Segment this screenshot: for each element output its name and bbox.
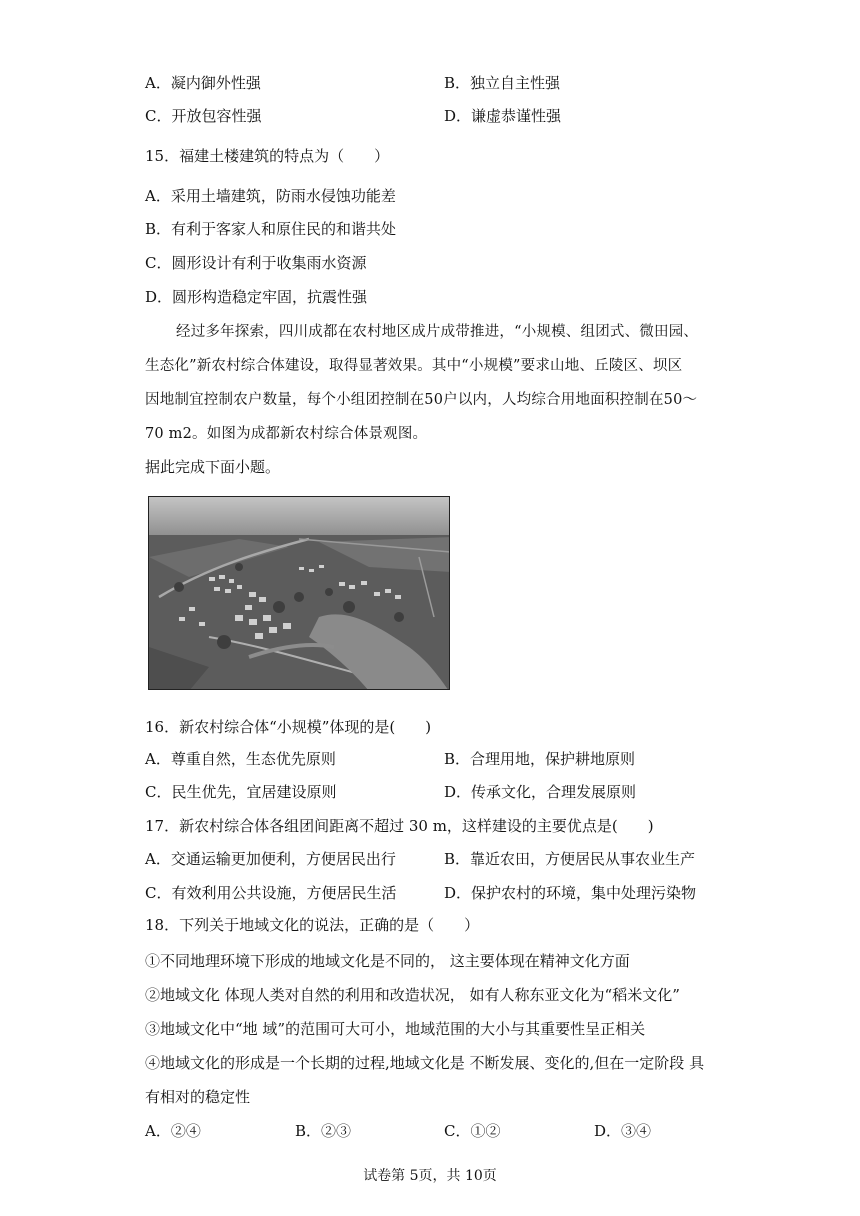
q16-option-c: C．民生优先，宜居建设原则 xyxy=(145,783,337,801)
q18-statement-3: ③地域文化中“地 域”的范围可大可小，地域范围的大小与其重要性呈正相关 xyxy=(145,1020,646,1038)
passage-line-1: 经过多年探索，四川成都在农村地区成片成带推进，“小规模、组团式、微田园、 xyxy=(176,324,699,340)
q15-option-b: B．有利于客家人和原住民的和谐共处 xyxy=(145,220,397,238)
q17-option-c: C．有效利用公共设施，方便居民生活 xyxy=(145,884,397,902)
q18-option-c: C．①② xyxy=(444,1122,501,1140)
passage-line-2: 生态化”新农村综合体建设，取得显著效果。其中“小规模”要求山地、丘陵区、坝区 xyxy=(145,358,683,374)
q14-option-c: C．开放包容性强 xyxy=(145,107,262,125)
q18-statement-1: ①不同地理环境下形成的地域文化是不同的， 这主要体现在精神文化方面 xyxy=(145,952,630,970)
q18-statement-4-cont: 有相对的稳定性 xyxy=(145,1088,251,1106)
q17-option-d: D．保护农村的环境，集中处理污染物 xyxy=(444,884,697,902)
passage-line-4: 70 m2。如图为成都新农村综合体景观图。 xyxy=(145,426,428,442)
q18-statement-2: ②地域文化 体现人类对自然的利用和改造状况， 如有人称东亚文化为“稻米文化” xyxy=(145,986,680,1004)
rural-complex-photo xyxy=(148,496,450,690)
q18-option-a: A．②④ xyxy=(145,1122,201,1140)
q18-statement-4: ④地域文化的形成是一个长期的过程,地域文化是 不断发展、变化的,但在一定阶段 具 xyxy=(145,1054,705,1072)
q16-stem: 16．新农村综合体“小规模”体现的是( ) xyxy=(145,718,432,736)
q14-option-d: D．谦虚恭谨性强 xyxy=(444,107,562,125)
q14-option-b: B．独立自主性强 xyxy=(444,74,561,92)
q16-option-d: D．传承文化，合理发展原则 xyxy=(444,783,637,801)
q15-option-a: A．采用土墙建筑，防雨水侵蚀功能差 xyxy=(145,187,396,205)
q18-stem: 18．下列关于地域文化的说法，正确的是（ ） xyxy=(145,916,480,934)
q15-stem: 15．福建土楼建筑的特点为（ ） xyxy=(145,147,390,165)
q17-option-a: A．交通运输更加便利，方便居民出行 xyxy=(145,850,396,868)
q14-option-a: A．凝内御外性强 xyxy=(145,74,261,92)
passage-line-3: 因地制宜控制农户数量，每个小组团控制在50户以内，人均综合用地面积控制在50～ xyxy=(145,392,698,408)
page-footer: 试卷第 5页，共 10页 xyxy=(363,1168,497,1184)
q15-option-d: D．圆形构造稳定牢固，抗震性强 xyxy=(145,288,368,306)
passage-instruction: 据此完成下面小题。 xyxy=(145,458,281,476)
q18-option-d: D．③④ xyxy=(594,1122,652,1140)
q17-stem: 17．新农村综合体各组团间距离不超过 30 m，这样建设的主要优点是( ) xyxy=(145,817,654,835)
q16-option-a: A．尊重自然，生态优先原则 xyxy=(145,750,336,768)
q16-option-b: B．合理用地，保护耕地原则 xyxy=(444,750,636,768)
q15-option-c: C．圆形设计有利于收集雨水资源 xyxy=(145,254,367,272)
aerial-landscape-image xyxy=(149,497,450,690)
q18-option-b: B．②③ xyxy=(295,1122,352,1140)
q17-option-b: B．靠近农田，方便居民从事农业生产 xyxy=(444,850,696,868)
